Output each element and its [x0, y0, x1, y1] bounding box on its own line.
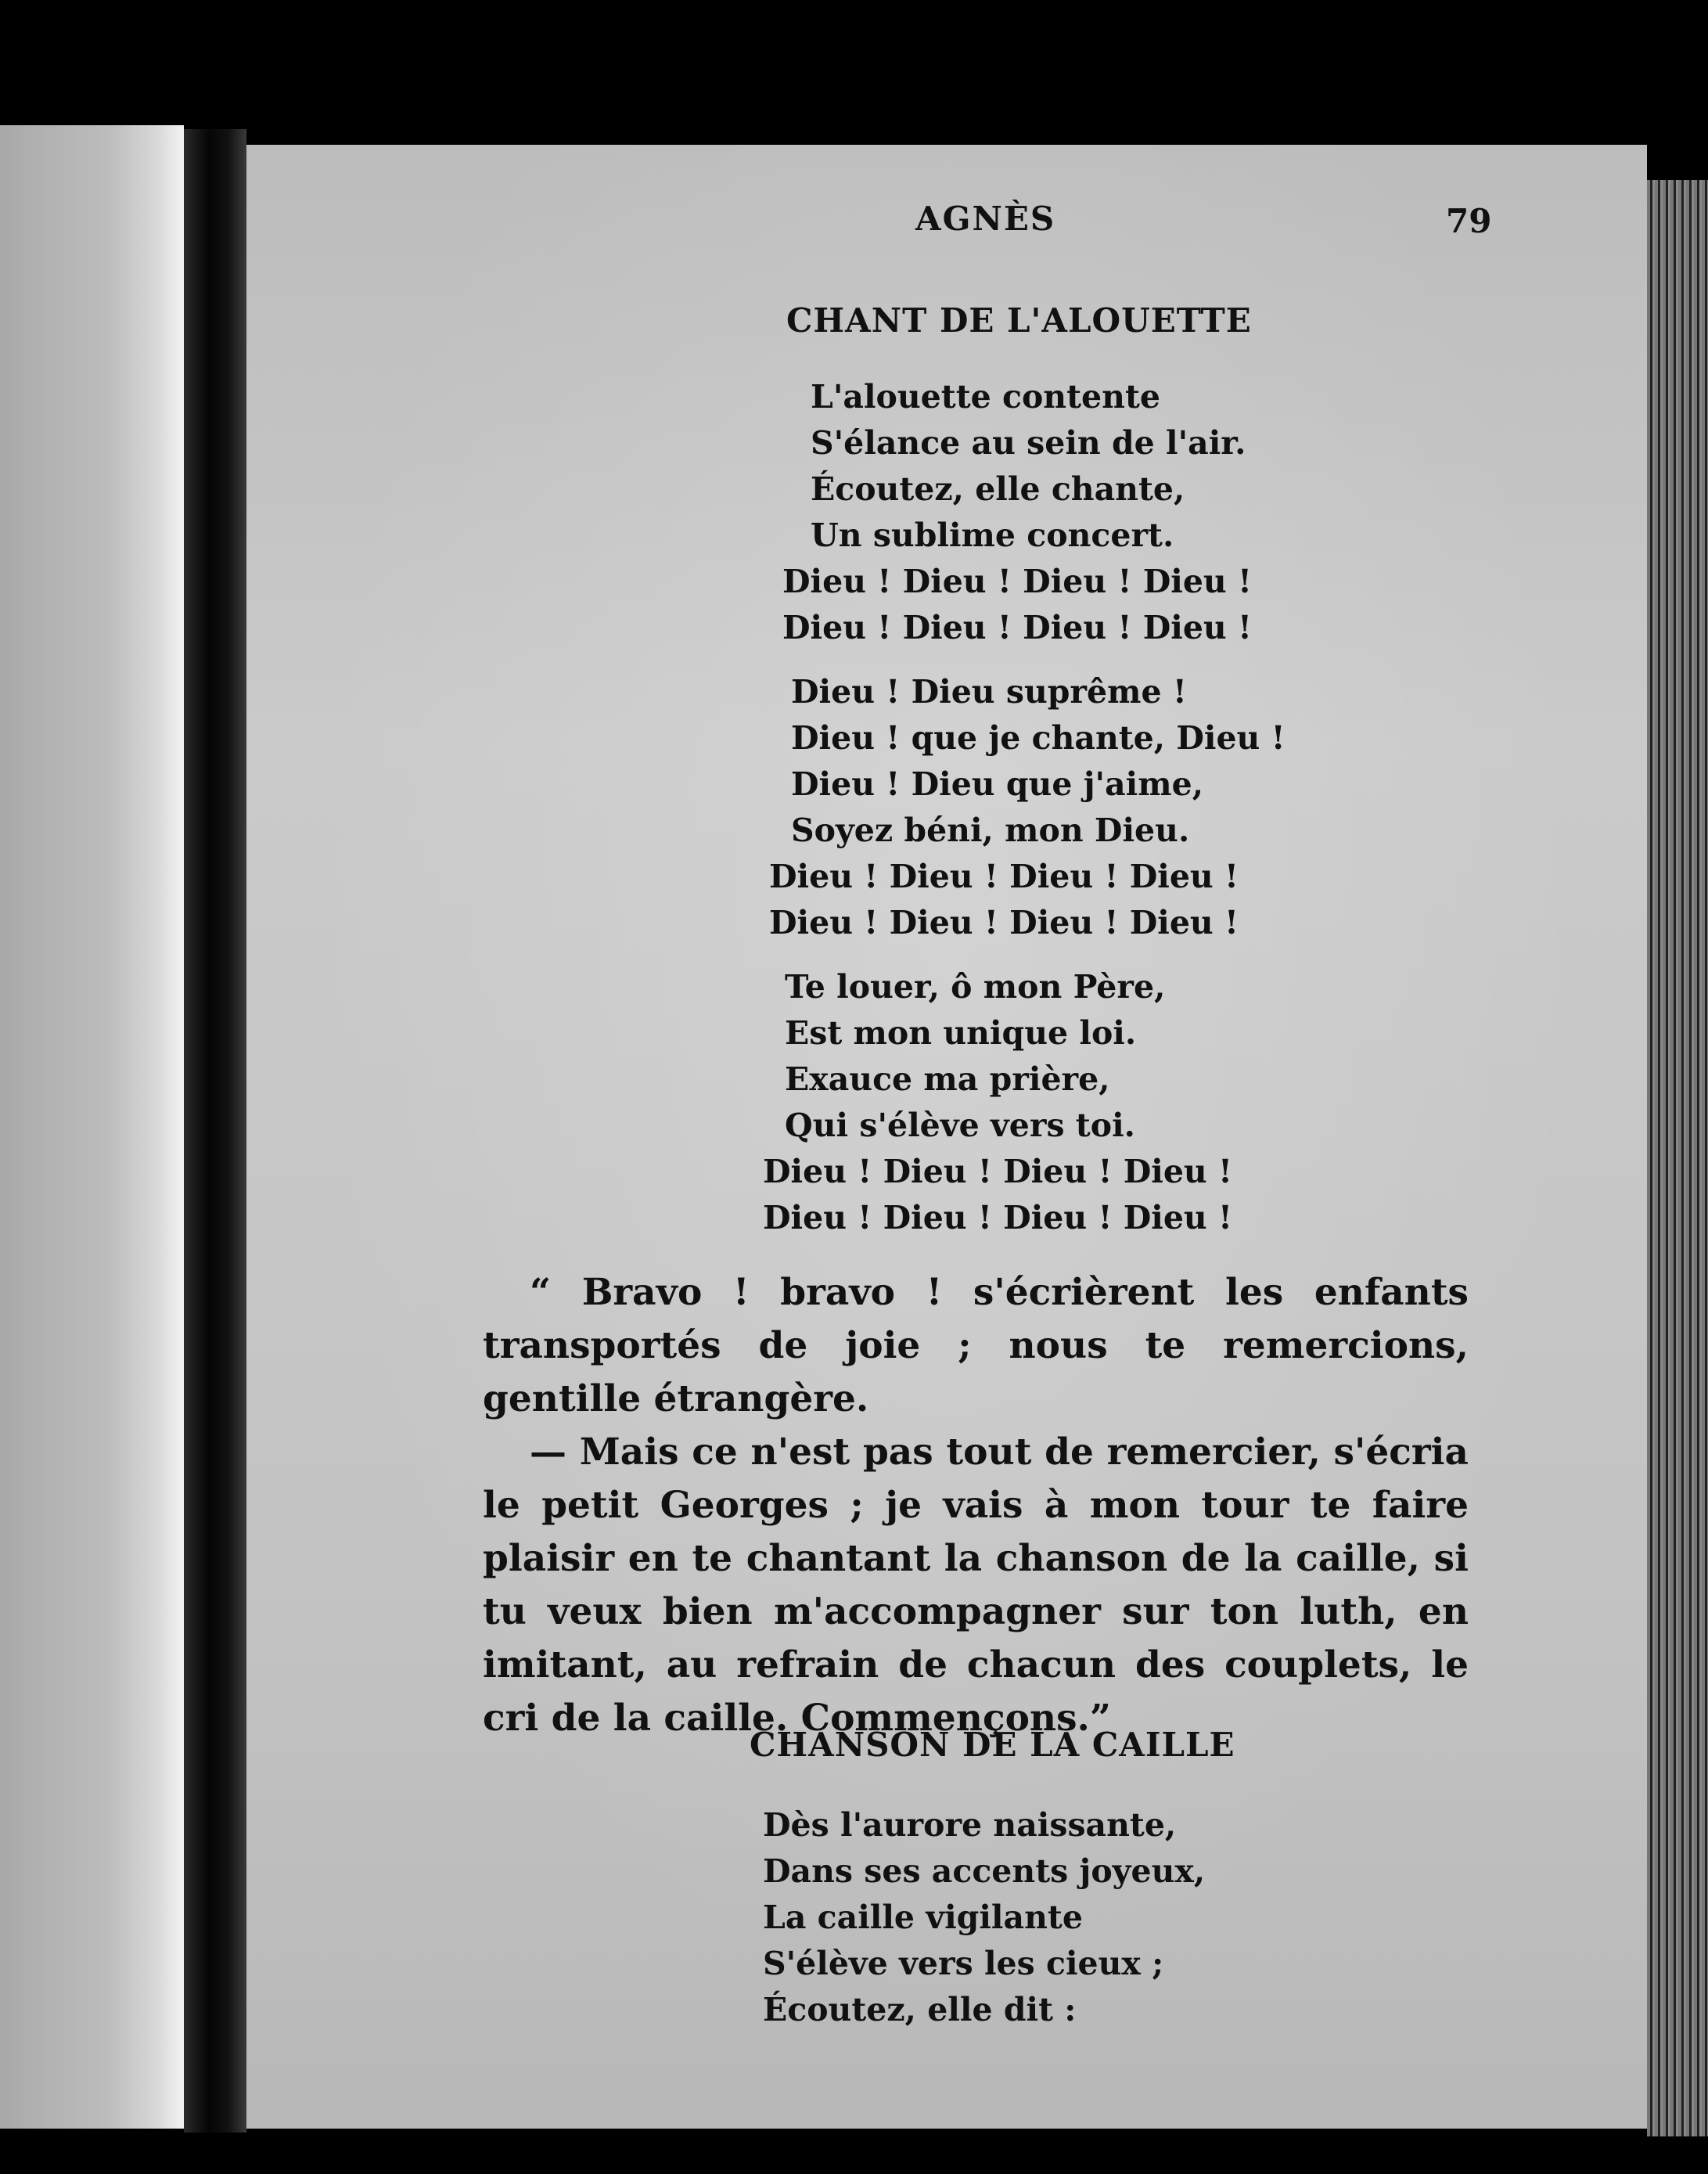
verse-line: Un sublime concert. — [811, 517, 1174, 554]
verse-line: Dieu ! Dieu que j'aime, — [791, 765, 1203, 803]
refrain-line: Dieu ! Dieu ! Dieu ! Dieu ! — [782, 563, 1253, 600]
paragraph: — Mais ce n'est pas tout de remercier, s'écria le petit Georges ; je vais à mon tour te faire plaisir en te chantant la chanson de la caille, si tu veux bien m'accompagner sur ton luth, en imitant, au refrain de chacun des couplets, le cri de la caille. Commençons.” — [483, 1431, 1469, 1740]
verse-line: L'alouette contente — [811, 378, 1160, 416]
verse-line: Dieu ! Dieu suprême ! — [791, 673, 1187, 711]
paragraph: “ Bravo ! bravo ! s'écrièrent les enfants transportés de joie ; nous te remercions, gentille étrangère. — [483, 1271, 1469, 1420]
prose-passage — [483, 1266, 1469, 1745]
song-title-alouette: CHANT DE L'ALOUETTE — [786, 301, 1252, 340]
page-number: 79 — [1446, 202, 1492, 240]
verse-line: Qui s'élève vers toi. — [785, 1107, 1135, 1144]
stanza-2 — [769, 669, 1285, 946]
refrain-line: Dieu ! Dieu ! Dieu ! Dieu ! — [769, 858, 1239, 895]
verse-line: Dès l'aurore naissante, — [763, 1806, 1177, 1844]
verse-line: Exauce ma prière, — [785, 1060, 1110, 1098]
verse-line: Dieu ! que je chante, Dieu ! — [791, 719, 1285, 757]
left-page-edge — [0, 125, 184, 2129]
running-head: AGNÈS — [915, 200, 1056, 238]
stanza-1 — [782, 374, 1252, 651]
verse-line: S'élève vers les cieux ; — [763, 1945, 1164, 1982]
refrain-line: Dieu ! Dieu ! Dieu ! Dieu ! — [763, 1199, 1233, 1236]
refrain-line: Dieu ! Dieu ! Dieu ! Dieu ! — [769, 904, 1239, 941]
book-gutter — [184, 129, 246, 2133]
verse-line: Soyez béni, mon Dieu. — [791, 812, 1190, 849]
verse-line: Écoutez, elle dit : — [763, 1991, 1077, 2028]
verse-line: Dans ses accents joyeux, — [763, 1852, 1206, 1890]
verse-line: La caille vigilante — [763, 1899, 1083, 1936]
page-stack-edge — [1647, 180, 1708, 2136]
stanza-3 — [763, 964, 1232, 1241]
stanza-caille-1 — [763, 1802, 1205, 2033]
refrain-line: Dieu ! Dieu ! Dieu ! Dieu ! — [763, 1153, 1233, 1190]
refrain-line: Dieu ! Dieu ! Dieu ! Dieu ! — [782, 609, 1253, 646]
verse-line: Est mon unique loi. — [785, 1014, 1137, 1052]
verse-line: S'élance au sein de l'air. — [811, 424, 1246, 462]
song-title-caille: CHANSON DE LA CAILLE — [750, 1726, 1235, 1764]
verse-line: Te louer, ô mon Père, — [785, 968, 1166, 1006]
verse-line: Écoutez, elle chante, — [811, 470, 1185, 508]
